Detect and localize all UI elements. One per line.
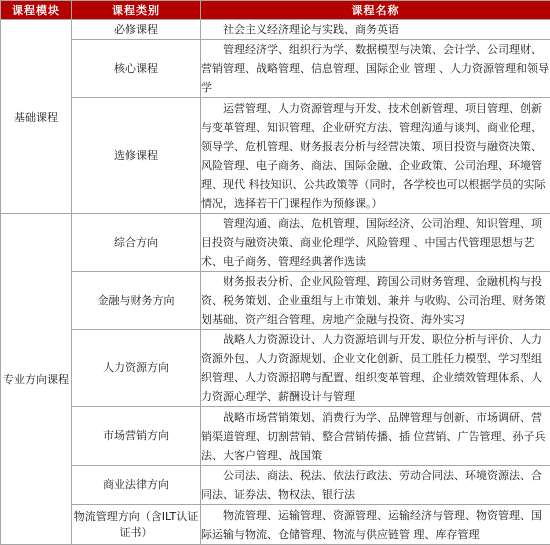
header-category: 课程类别	[72, 1, 201, 20]
header-row	[1, 1, 550, 20]
course-names-cell	[201, 40, 550, 98]
table-row	[1, 272, 550, 330]
course-names-text: 战略市场营销策划、消费行为学、品牌管理与创新、市场调研、营销渠道管理、切割营销、整合营销传播、插 位营销、广告管理、孙子兵法、大客户管理、战国策	[201, 408, 550, 465]
course-names-text: 运营管理、人力资源管理与开发、技术创新管理、项目管理、创新与变革管理、知识管理、企业研究方法、管理沟通与谈判、商业伦理、领导学、危机管理、财务报表分析与经营决策、项目投资与融资决策、风险管理、电子商务、商法、国际金融、企业政策、公司治理、环境管理、现代 科技知识、公共政策等（同时，各学校也可以根据学员的实际情况，选择若干门课程作为预修课。）	[201, 99, 550, 213]
course-names-text: 社会主义经济理论与实践、商务英语	[201, 20, 550, 39]
category-cell: 市场营销方向	[72, 407, 201, 466]
header-module: 课程模块	[1, 1, 72, 20]
course-names-cell	[201, 272, 550, 330]
category-cell: 必修课程	[72, 20, 201, 40]
table-row	[1, 20, 550, 40]
module-cell: 基础课程	[1, 20, 72, 214]
course-names-cell	[201, 98, 550, 214]
course-names-cell	[201, 214, 550, 272]
category-cell: 选修课程	[72, 98, 201, 214]
course-names-text: 管理沟通、商法、危机管理、国际经济、公司治理、知识管理、项目投资与融资决策、商业伦理学、风险管理 、中国古代管理思想与艺术、电子商务、管理经典著作选读	[201, 214, 550, 271]
course-names-cell	[201, 330, 550, 407]
table-row	[1, 407, 550, 466]
module-cell: 专业方向课程	[1, 214, 72, 545]
course-names-cell	[201, 20, 550, 40]
table-row	[1, 98, 550, 214]
table-row	[1, 505, 550, 545]
category-cell: 核心课程	[72, 40, 201, 98]
table-row	[1, 214, 550, 272]
course-names-cell	[201, 505, 550, 545]
table-row	[1, 330, 550, 407]
course-names-text: 战略人力资源设计、人力资源培训与开发、职位分析与评价、人力资源外包、人力资源规划、企业文化创新、员工胜任力模型、学习型组织管理、人力资源招聘与配置、组织变革管理、企业绩效管理体系、人力资源心理学、薪酬设计与管理	[201, 330, 550, 406]
course-names-text: 管理经济学、组织行为学、数据模型与决策、会计学、公司理财、营销管理、战略管理、信息管理、国际企业 管理 、人力资源管理和领导学	[201, 40, 550, 97]
course-names-text: 公司法、商法、税法、依法行政法、劳动合同法、环境资源法、合同法、证券法、物权法、银行法	[201, 466, 550, 504]
header-course-name: 课程名称	[201, 1, 550, 20]
table-row	[1, 466, 550, 505]
category-cell: 金融与财务方向	[72, 272, 201, 330]
course-names-cell	[201, 466, 550, 505]
course-names-cell	[201, 407, 550, 466]
course-names-text: 物流管理、运输管理、资源管理、运输经济与管理、物资管理、国际运输与物流、仓储管理、物流与供应链管 理、库存管理	[201, 506, 550, 544]
category-cell: 综合方向	[72, 214, 201, 272]
category-cell: 人力资源方向	[72, 330, 201, 407]
table-row	[1, 40, 550, 98]
category-cell: 商业法律方向	[72, 466, 201, 505]
category-cell: 物流管理方向（含ILT认证 证书）	[72, 505, 201, 545]
course-names-text: 财务报表分析、企业风险管理、跨国公司财务管理、金融机构与投资、税务策划、企业重组与上市策划、兼并 与收购、公司治理、财务策划基础、资产组合管理、房地产金融与投资、海外实习	[201, 272, 550, 329]
